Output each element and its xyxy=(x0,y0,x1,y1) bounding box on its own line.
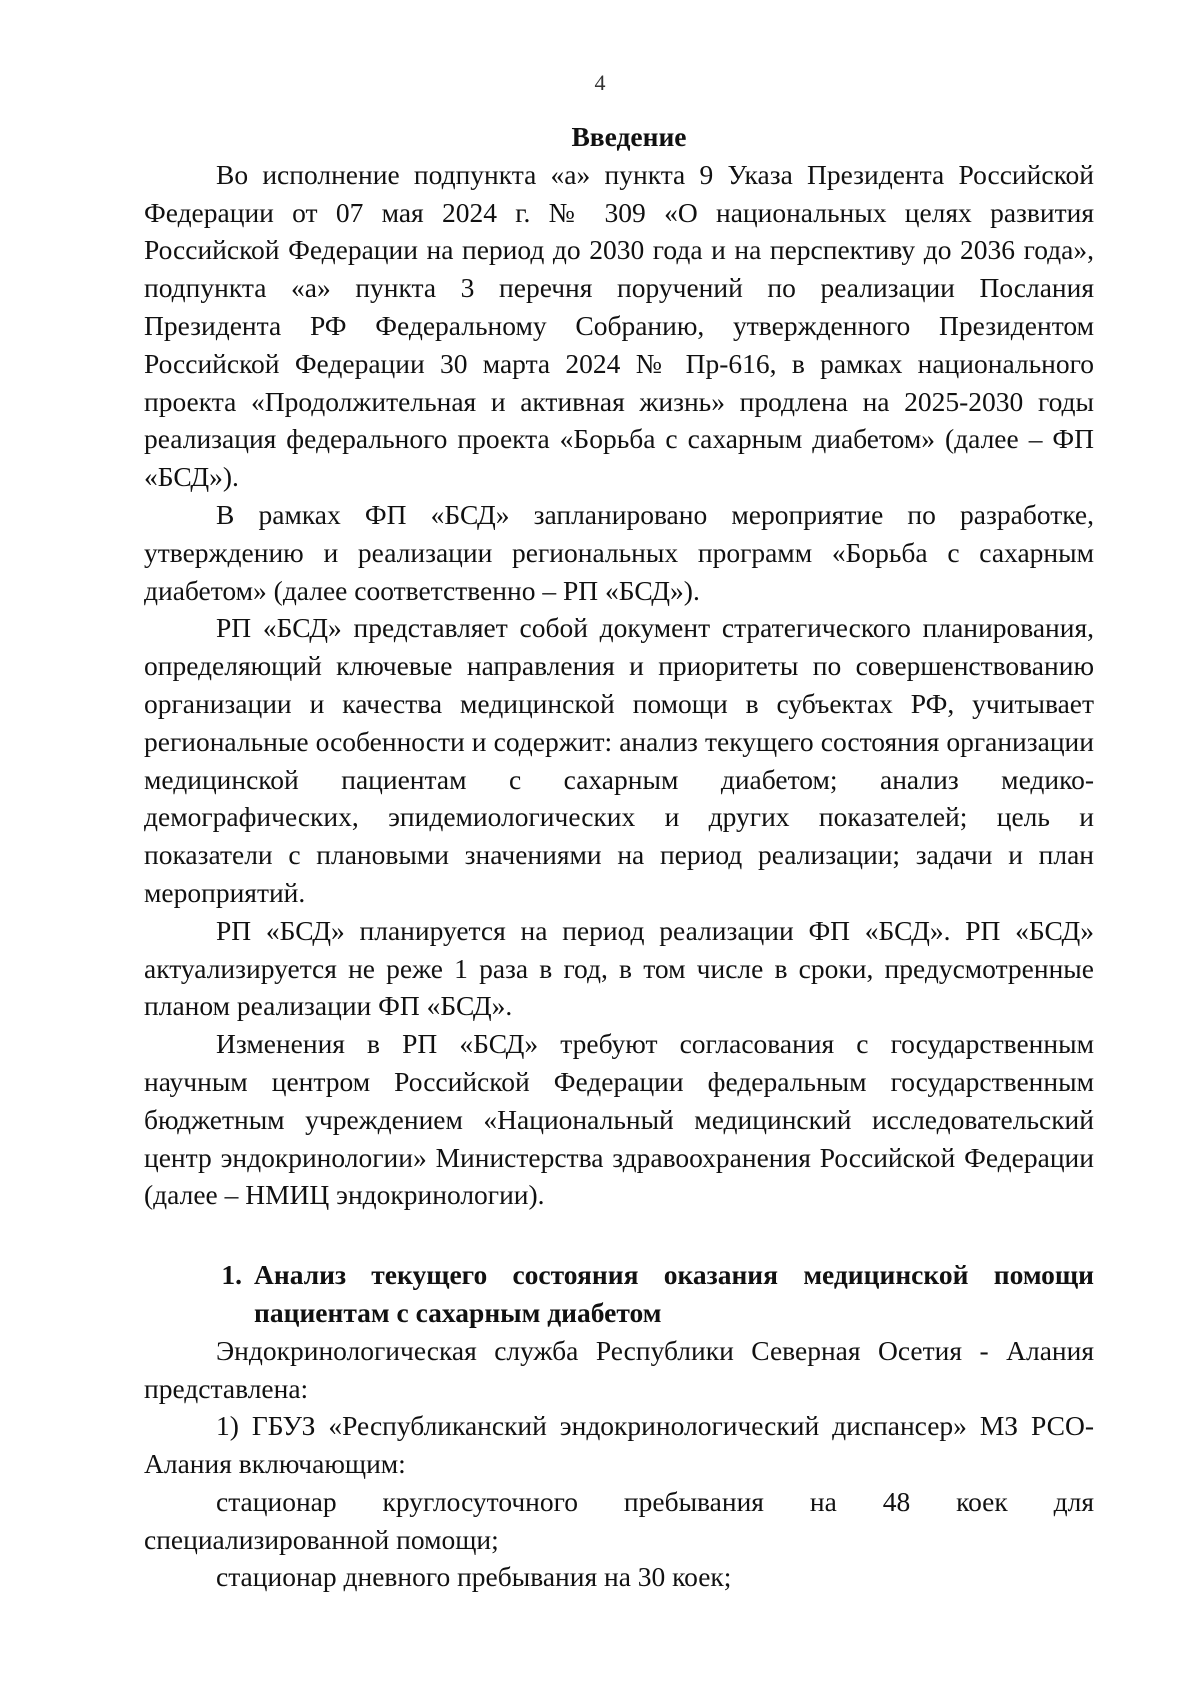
intro-paragraph: Изменения в РП «БСД» требуют согласования с государственным научным центром Российской Федерации федеральным государственным бюджетным учреждением «Национальный медицинский исследовательский центр эндокринологии» Министерства здравоохранения Российской Федерации (далее – НМИЦ эндокринологии). xyxy=(144,1028,1094,1211)
page-number: 4 xyxy=(594,70,606,95)
section-paragraph: стационар дневного пребывания на 30 коек; xyxy=(216,1561,732,1593)
page-content xyxy=(144,118,1094,1596)
intro-title: Введение xyxy=(571,121,687,152)
section-number: 1. xyxy=(221,1259,242,1291)
section-paragraph: 1) ГБУЗ «Республиканский эндокринологический диспансер» МЗ РСО-Алания включающим: xyxy=(144,1410,1094,1480)
intro-paragraph: Во исполнение подпункта «а» пункта 9 Указа Президента Российской Федерации от 07 мая 2024 г. № 309 «О национальных целях развития Российской Федерации на период до 2030 года и на перспективу до 2036 года», подпункта «а» пункта 3 перечня поручений по реализации Послания Президента РФ Федеральному Собранию, утвержденного Президентом Российской Федерации 30 марта 2024 № Пр-616, в рамках национального проекта «Продолжительная и активная жизнь» продлена на 2025-2030 годы реализация федерального проекта «Борьба с сахарным диабетом» (далее – ФП «БСД»). xyxy=(144,158,1094,493)
section-paragraph: Эндокринологическая служба Республики Северная Осетия - Алания представлена: xyxy=(144,1334,1094,1404)
section-heading xyxy=(144,1256,1094,1332)
intro-paragraph: РП «БСД» планируется на период реализации ФП «БСД». РП «БСД» актуализируется не реже 1 раза в год, в том числе в сроки, предусмотренные планом реализации ФП «БСД». xyxy=(144,914,1094,1022)
intro-paragraph: РП «БСД» представляет собой документ стратегического планирования, определяющий ключевые направления и приоритеты по совершенствованию организации и качества медицинской помощи в субъектах РФ, учитывает региональные особенности и содержит: анализ текущего состояния организации медицинской пациентам с сахарным диабетом; анализ медико-демографических, эпидемиологических и других показателей; цель и показатели с плановыми значениями на период реализации; задачи и план мероприятий. xyxy=(144,612,1094,908)
section-paragraph: стационар круглосуточного пребывания на 48 коек для специализированной помощи; xyxy=(144,1485,1094,1555)
section-heading-text: Анализ текущего состояния оказания медицинской помощи пациентам с сахарным диабетом xyxy=(254,1259,1094,1328)
intro-paragraph: В рамках ФП «БСД» запланировано мероприятие по разработке, утверждению и реализации региональных программ «Борьба с сахарным диабетом» (далее соответственно – РП «БСД»). xyxy=(144,498,1094,606)
